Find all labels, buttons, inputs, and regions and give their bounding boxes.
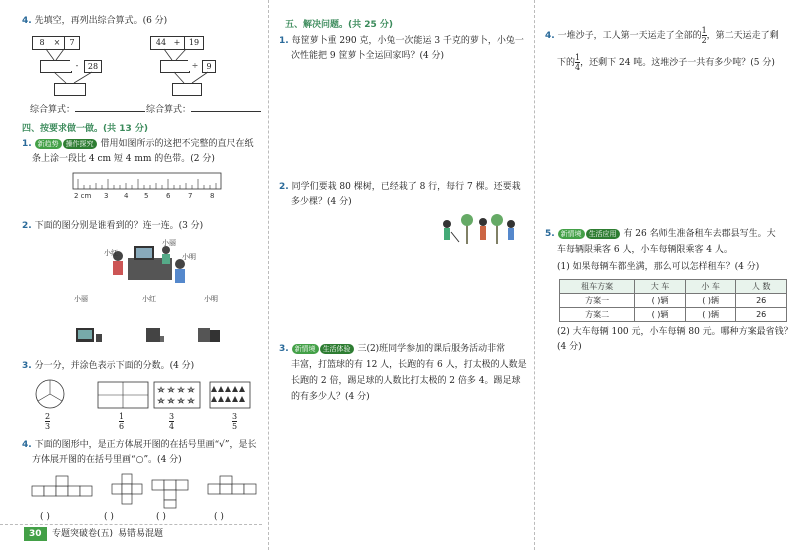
fraction-shapes[interactable] <box>34 378 254 414</box>
tree1-b: 7 <box>64 36 80 50</box>
section-4-heading: 四、按要求做一做。(共 13 分) <box>22 124 149 134</box>
question-5-5-sub2: (2) 大车每辆 100 元，小车每辆 80 元。哪种方案最省钱？ <box>557 327 793 337</box>
ruler-tick-4: 4 <box>124 192 129 200</box>
fraction-1-2: $\frac{1}{2}$ <box>701 26 707 45</box>
question-5-3-line1: 3. 新情境 生活体验 三(2)班同学参加的课后服务活动非常 <box>279 344 506 354</box>
tag-new-context-2: 新情境 <box>558 229 585 239</box>
question-4a: 4. 先填空，再列出综合算式。(6 分) <box>22 16 168 26</box>
broken-ruler <box>72 172 224 200</box>
answer-paren-1[interactable]: ( ) <box>40 512 50 522</box>
car-rental-table <box>559 279 787 322</box>
computer-scene-illustration <box>96 236 196 288</box>
label-xiaohong-bottom[interactable]: 小红 <box>142 295 156 303</box>
question-5-5-sub1: (1) 如果每辆车都坐满，那么可以怎样租车？(4 分) <box>557 262 760 272</box>
label-xiaohong-top: 小红 <box>104 249 118 257</box>
tree2-c: 9 <box>202 60 216 73</box>
label-xiaoming-top: 小明 <box>182 253 196 261</box>
ruler-tick-2cm: 2 cm <box>74 192 92 200</box>
kids-at-computer-icon <box>96 236 196 288</box>
question-5-2-line2: 多少棵？(4 分) <box>291 197 352 207</box>
question-5-5-line2: 车每辆限乘客 6 人，小车每辆限乘客 4 人。 <box>557 245 733 255</box>
question-5-5-line1: 5. 新情境 生活应用 有 26 名师生准备租车去郡县写生。大 <box>545 229 776 239</box>
label-xiaoli-top: 小丽 <box>162 239 176 247</box>
answer-paren-2[interactable]: ( ) <box>104 512 114 522</box>
tree1-c: 28 <box>84 60 102 73</box>
tree2-op1: + <box>170 36 184 50</box>
question-3: 3. 分一分，并涂色表示下面的分数。(4 分) <box>22 361 195 371</box>
tag-new-context: 新情境 <box>292 344 319 354</box>
fraction-3-5: $\frac{3}{5}$ <box>232 412 238 431</box>
cube-nets <box>28 472 268 512</box>
question-2: 2. 下面的图分别是谁看到的？连一连。(3 分) <box>22 221 204 231</box>
ruler-tick-8: 8 <box>210 192 215 200</box>
tree2-final-box[interactable] <box>172 83 202 96</box>
tree1-op1: × <box>50 36 64 50</box>
tree1-final-box[interactable] <box>54 83 86 96</box>
ruler-tick-5: 5 <box>144 192 149 200</box>
formula-line-1: 综合算式： <box>30 101 145 117</box>
col-header-small-car: 小 车 <box>685 280 736 294</box>
tag-life-experience: 生活体验 <box>320 344 354 354</box>
tree1-a: 8 <box>32 36 52 50</box>
question-5-4-line1: 4. 一堆沙子，工人第一天运走了全部的 $\frac{1}{2}$ ，第二天运走了剩 <box>545 26 779 45</box>
page-number: 30 <box>24 527 47 541</box>
label-xiaoli-bottom[interactable]: 小丽 <box>74 295 88 303</box>
fraction-1-6: $\frac{1}{6}$ <box>119 412 125 431</box>
col-header-people: 人 数 <box>736 280 787 294</box>
table-row: 方案二 ( )辆 ( )辆 26 <box>560 308 787 322</box>
question-5-2-line1: 2. 同学们要栽 80 棵树，已经栽了 8 行，每行 7 棵。还要栽 <box>279 182 521 192</box>
answer-paren-3[interactable]: ( ) <box>156 512 166 522</box>
question-5-1-line1: 1. 每筐萝卜重 290 克，小兔一次能运 3 千克的萝卜，小兔一 <box>279 36 524 46</box>
question-4b-line2: 方体展开图的在括号里画“○”。(4 分) <box>32 455 182 465</box>
col-header-plan: 租车方案 <box>560 280 635 294</box>
computer-views-icons <box>74 324 224 346</box>
ruler-tick-7: 7 <box>188 192 193 200</box>
label-xiaoming-bottom[interactable]: 小明 <box>204 295 218 303</box>
tag-new-trend: 新趋势 <box>35 139 62 149</box>
middle-column <box>268 0 535 550</box>
question-5-1-line2: 次性能把 9 筐萝卜全运回家吗？(4 分) <box>291 51 445 61</box>
footer-divider <box>0 524 262 525</box>
question-5-3-line2: 丰富，打篮球的有 12 人，长跑的有 6 人，打太极的人数是 <box>291 360 527 370</box>
question-1-line1: 1. 新趋势 操作探究 借用如图所示的这把不完整的直尺在纸 <box>22 139 254 149</box>
question-4b-line1: 4. 下面的图形中，是正方体展开图的在括号里画“√”，是长 <box>22 440 257 450</box>
tag-operation: 操作探究 <box>63 139 97 149</box>
tag-life-application: 生活应用 <box>586 229 620 239</box>
table-row: 方案一 ( )辆 ( )辆 26 <box>560 294 787 308</box>
left-column <box>0 0 262 550</box>
tree2-op2: ÷ <box>188 60 202 71</box>
footer-title: 专题突破卷(五) <box>52 529 114 539</box>
tree2-b: 19 <box>184 36 204 50</box>
right-column <box>534 0 800 550</box>
section-5-heading: 五、解决问题。(共 25 分) <box>285 20 394 30</box>
question-5-4-line2: 下的 $\frac{1}{4}$ ，还剩下 24 吨。这堆沙子一共有多少吨？(5 分) <box>557 53 775 72</box>
formula-line-2: 综合算式： <box>146 101 261 117</box>
ruler-tick-3: 3 <box>104 192 109 200</box>
answer-paren-4[interactable]: ( ) <box>214 512 224 522</box>
question-1-line2: 条上涂一段比 4 cm 短 4 mm 的色带。(2 分) <box>32 154 215 164</box>
col-header-big-car: 大 车 <box>635 280 686 294</box>
table-header-row <box>560 280 787 294</box>
question-5-3-line4: 的有多少人？(4 分) <box>291 392 370 402</box>
question-5-5-sub2-points: (4 分) <box>557 342 582 352</box>
tree-planting-illustration <box>439 210 523 248</box>
tree1-op2: - <box>70 60 84 71</box>
question-5-3-line3: 长跑的 2 倍，踢足球的人数比打太极的 2 倍多 4。踢足球 <box>291 376 521 386</box>
tree2-a: 44 <box>150 36 172 50</box>
fraction-2-3: $\frac{2}{3}$ <box>45 412 51 431</box>
fraction-3-4: $\frac{3}{4}$ <box>169 412 175 431</box>
ruler-tick-6: 6 <box>166 192 171 200</box>
fraction-1-4: $\frac{1}{4}$ <box>575 53 581 72</box>
footer-subtitle: 易错易混题 <box>118 529 164 539</box>
